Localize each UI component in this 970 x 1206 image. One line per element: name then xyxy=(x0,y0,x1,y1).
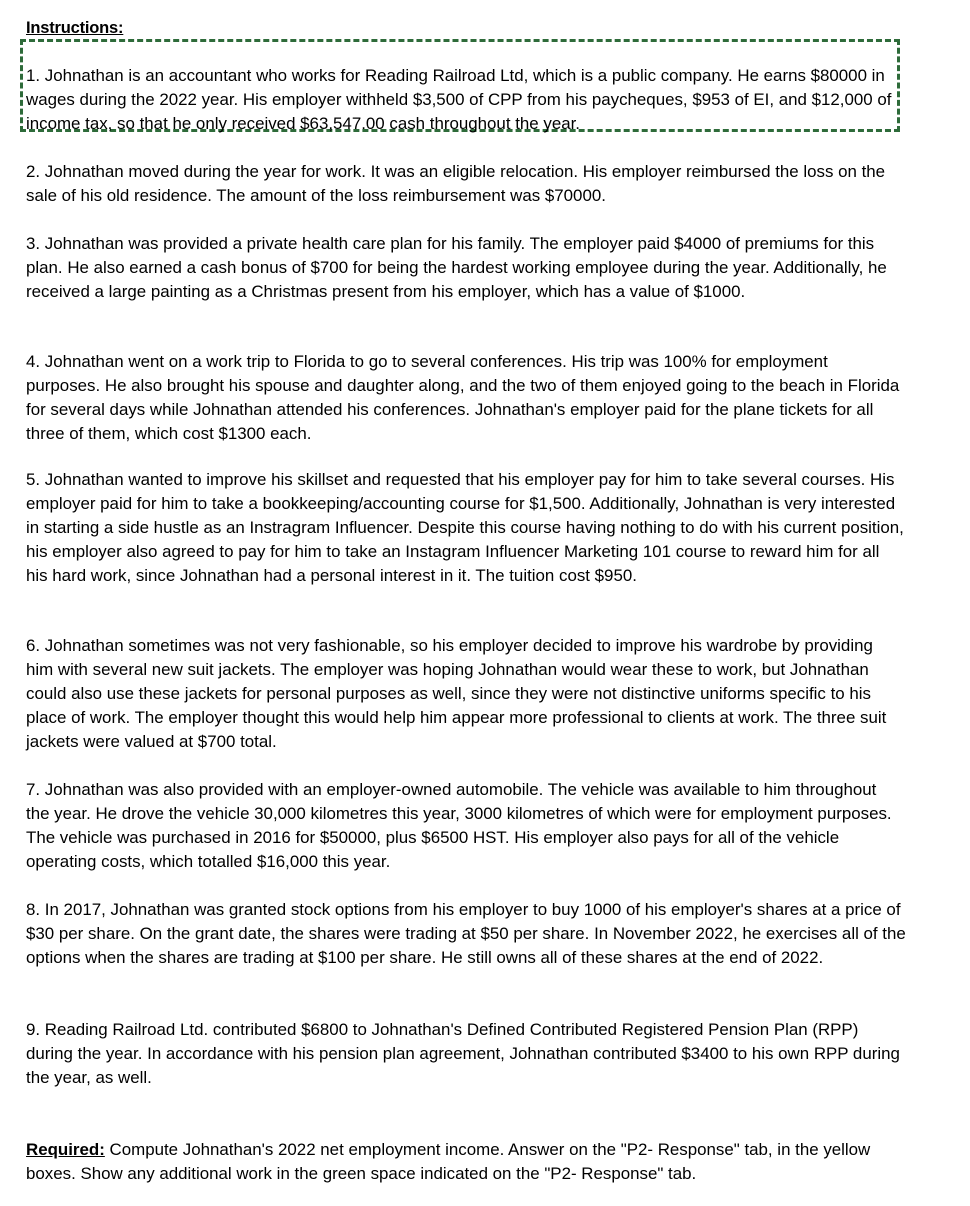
instruction-item-2: 2. Johnathan moved during the year for work. It was an eligible relocation. His employer reimbursed the loss on the sale of his old residence. The amount of the loss reimbursement was $70000. xyxy=(26,162,886,205)
required-statement xyxy=(26,1138,906,1186)
instruction-item-1[interactable]: 1. Johnathan is an accountant who works for Reading Railroad Ltd, which is a public company. He earns $80000 in wages during the 2022 year. His employer withheld $3,500 of CPP from his paycheques, $953 of EI, and $12,000 of income tax, so that he only received $63,547.00 cash throughout the year. xyxy=(26,66,892,133)
required-label: Required: xyxy=(26,1140,105,1159)
instruction-item-7: 7. Johnathan was also provided with an employer-owned automobile. The vehicle was available to him throughout the year. He drove the vehicle 30,000 kilometres this year, 3000 kilometres of which were for employment purposes. The vehicle was purchased in 2016 for $50000, plus $6500 HST. His employer also pays for all of the vehicle operating costs, which totalled $16,000 this year. xyxy=(26,780,892,871)
instruction-item-5: 5. Johnathan wanted to improve his skillset and requested that his employer pay for him to take several courses. His employer paid for him to take a bookkeeping/accounting course for $1,500. Additionally, Johnathan is very interested in starting a side hustle as an Instragram Influencer. Despite this course having nothing to do with his current position, his employer also agreed to pay for him to take an Instagram Influencer Marketing 101 course to reward him for all his hard work, since Johnathan had a personal interest in it. The tuition cost $950. xyxy=(26,470,904,585)
instruction-item-6: 6. Johnathan sometimes was not very fashionable, so his employer decided to improve his wardrobe by providing him with several new suit jackets. The employer was hoping Johnathan would wear these to work, but Johnathan could also use these jackets for personal purposes as well, since they were not distinctive uniforms specific to his place of work. The employer thought this would help him appear more professional to clients at work. The three suit jackets were valued at $700 total. xyxy=(26,636,887,751)
instruction-item-3: 3. Johnathan was provided a private health care plan for his family. The employer paid $4000 of premiums for this plan. He also earned a cash bonus of $700 for being the hardest working employee during the year. Additionally, he received a large painting as a Christmas present from his employer, which has a value of $1000. xyxy=(26,234,887,301)
instruction-item-8: 8. In 2017, Johnathan was granted stock options from his employer to buy 1000 of his employer's shares at a price of $30 per share. On the grant date, the shares were trading at $50 per share. In November 2022, he exercises all of the options when the shares are trading at $100 per share. He still owns all of these shares at the end of 2022. xyxy=(26,900,906,967)
instruction-item-4: 4. Johnathan went on a work trip to Florida to go to several conferences. His trip was 100% for employment purposes. He also brought his spouse and daughter along, and the two of them enjoyed going to the beach in Florida for several days while Johnathan attended his conferences. Johnathan's employer paid for the plane tickets for all three of them, which cost $1300 each. xyxy=(26,352,900,443)
required-text: Compute Johnathan's 2022 net employment income. Answer on the "P2- Response" tab, in the yellow boxes. Show any additional work in the green space indicated on the "P2- Response" tab. xyxy=(26,1140,871,1183)
instruction-item-9: 9. Reading Railroad Ltd. contributed $6800 to Johnathan's Defined Contributed Registered Pension Plan (RPP) during the year. In accordance with his pension plan agreement, Johnathan contributed $3400 to his own RPP during the year, as well. xyxy=(26,1020,900,1087)
instructions-heading: Instructions: xyxy=(26,19,124,37)
